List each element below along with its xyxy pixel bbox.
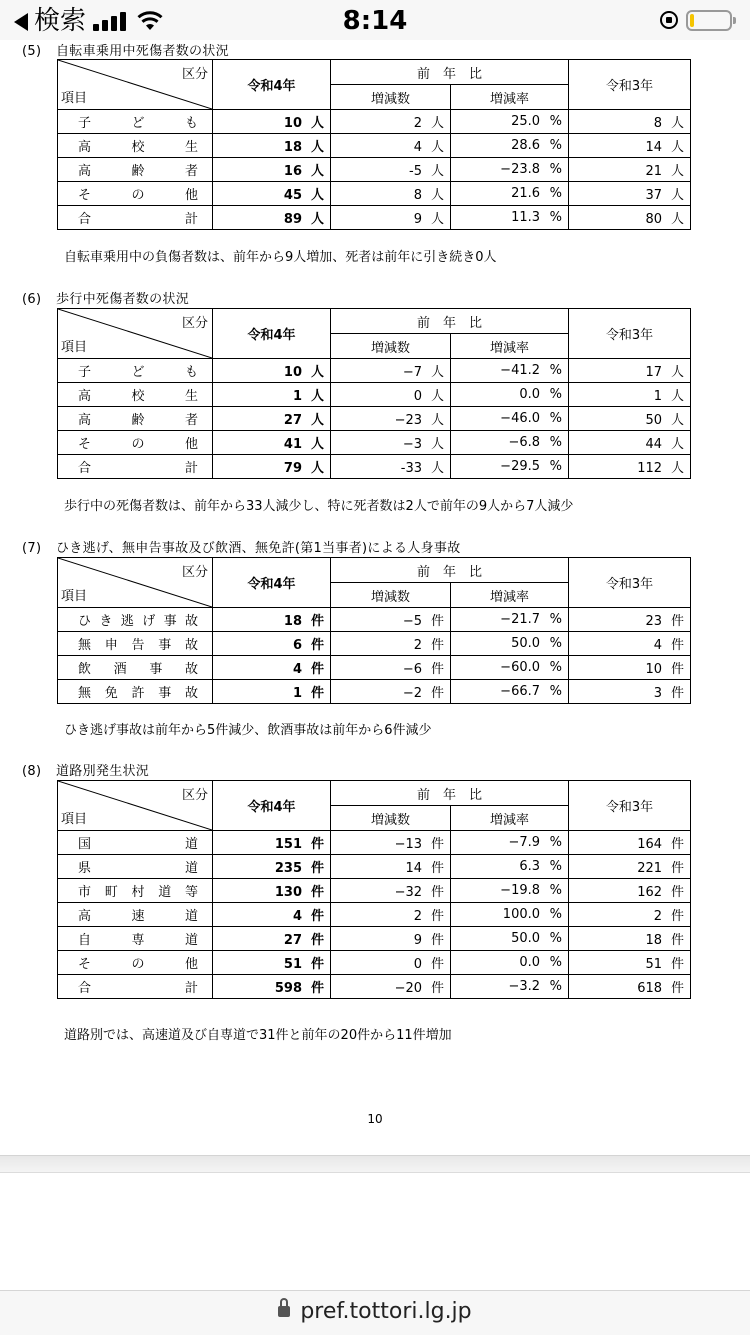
row-item: 高校生 <box>58 134 213 158</box>
section-5-table <box>57 59 691 230</box>
header-rate: 増減率 <box>451 583 569 608</box>
row-r3: 1 人 <box>569 383 691 407</box>
row-diff: −13 件 <box>331 831 451 855</box>
lock-icon <box>278 1306 290 1317</box>
header-r3: 令和3年 <box>569 558 691 608</box>
row-rate: 0.0 % <box>451 383 569 407</box>
row-r3: 18 件 <box>569 927 691 951</box>
row-r4: 10 人 <box>213 359 331 383</box>
row-item: 合計 <box>58 455 213 479</box>
table-row <box>58 134 691 158</box>
table-row <box>58 407 691 431</box>
header-rate: 増減率 <box>451 806 569 831</box>
row-item: 市町村道等 <box>58 879 213 903</box>
row-rate: 50.0 % <box>451 927 569 951</box>
table-row <box>58 903 691 927</box>
row-r3: 164 件 <box>569 831 691 855</box>
table-row <box>58 359 691 383</box>
header-diff: 増減数 <box>331 85 451 110</box>
row-r3: 14 人 <box>569 134 691 158</box>
row-diff: −5 件 <box>331 608 451 632</box>
table-row <box>58 206 691 230</box>
row-diff: 14 件 <box>331 855 451 879</box>
header-r4: 令和4年 <box>213 781 331 831</box>
row-r3: 112 人 <box>569 455 691 479</box>
table-row <box>58 855 691 879</box>
section-8-title: (8) 道路別発生状況 <box>22 764 150 779</box>
row-rate: −3.2 % <box>451 975 569 999</box>
table-row <box>58 831 691 855</box>
table-row <box>58 110 691 134</box>
url-display[interactable] <box>0 1299 750 1324</box>
row-r3: 17 人 <box>569 359 691 383</box>
row-r4: 130 件 <box>213 879 331 903</box>
status-bar <box>0 0 750 40</box>
row-item: 国道 <box>58 831 213 855</box>
table-row <box>58 927 691 951</box>
row-rate: 6.3 % <box>451 855 569 879</box>
row-r3: 4 件 <box>569 632 691 656</box>
table-row <box>58 879 691 903</box>
header-diff: 増減数 <box>331 334 451 359</box>
row-r3: 8 人 <box>569 110 691 134</box>
row-r4: 79 人 <box>213 455 331 479</box>
row-item: その他 <box>58 431 213 455</box>
table-row <box>58 680 691 704</box>
row-diff: 2 件 <box>331 632 451 656</box>
row-r3: 618 件 <box>569 975 691 999</box>
battery-icon <box>686 10 732 31</box>
row-rate: 100.0 % <box>451 903 569 927</box>
row-item: 高齢者 <box>58 158 213 182</box>
row-diff: -5 人 <box>331 158 451 182</box>
row-r3: 50 人 <box>569 407 691 431</box>
row-r3: 21 人 <box>569 158 691 182</box>
table-row <box>58 383 691 407</box>
row-diff: 2 人 <box>331 110 451 134</box>
row-diff: −2 件 <box>331 680 451 704</box>
row-rate: 21.6 % <box>451 182 569 206</box>
table-row <box>58 632 691 656</box>
table-row <box>58 431 691 455</box>
row-item: 子ども <box>58 110 213 134</box>
row-r4: 89 人 <box>213 206 331 230</box>
row-item: 子ども <box>58 359 213 383</box>
header-r3: 令和3年 <box>569 781 691 831</box>
table-row <box>58 158 691 182</box>
page-divider <box>0 1155 750 1173</box>
row-r3: 51 件 <box>569 951 691 975</box>
row-item: 高校生 <box>58 383 213 407</box>
row-rate: 25.0 % <box>451 110 569 134</box>
row-rate: −60.0 % <box>451 656 569 680</box>
row-item: 無免許事故 <box>58 680 213 704</box>
header-diagonal-cell: 区分 項目 <box>58 309 213 359</box>
row-item: 飲酒事故 <box>58 656 213 680</box>
url-domain: pref.tottori.lg.jp <box>300 1299 472 1324</box>
header-zennenhi: 前 年 比 <box>331 60 569 85</box>
row-rate: −29.5 % <box>451 455 569 479</box>
row-rate: 28.6 % <box>451 134 569 158</box>
row-r4: 51 件 <box>213 951 331 975</box>
row-item: その他 <box>58 951 213 975</box>
table-row <box>58 182 691 206</box>
header-diff: 増減数 <box>331 806 451 831</box>
row-diff: 9 件 <box>331 927 451 951</box>
row-r4: 18 件 <box>213 608 331 632</box>
row-diff: 4 人 <box>331 134 451 158</box>
header-diagonal-cell: 区分 項目 <box>58 781 213 831</box>
table-row <box>58 951 691 975</box>
row-r4: 27 件 <box>213 927 331 951</box>
table-row <box>58 608 691 632</box>
orientation-lock-icon <box>660 11 678 29</box>
header-zennenhi: 前 年 比 <box>331 781 569 806</box>
section-7-title: (7) ひき逃げ、無申告事故及び飲酒、無免許(第1当事者)による人身事故 <box>22 541 461 556</box>
header-diagonal-cell: 区分 項目 <box>58 558 213 608</box>
row-r4: 16 人 <box>213 158 331 182</box>
row-diff: 8 人 <box>331 182 451 206</box>
row-r4: 4 件 <box>213 903 331 927</box>
section-7-table <box>57 557 691 704</box>
row-diff: −20 件 <box>331 975 451 999</box>
section-7-note: ひき逃げ事故は前年から5件減少、飲酒事故は前年から6件減少 <box>64 723 432 738</box>
row-r3: 3 件 <box>569 680 691 704</box>
section-5-note: 自転車乗用中の負傷者数は、前年から9人増加、死者は前年に引き続き0人 <box>64 250 497 265</box>
header-diff: 増減数 <box>331 583 451 608</box>
header-r3: 令和3年 <box>569 309 691 359</box>
row-r4: 18 人 <box>213 134 331 158</box>
row-diff: −23 人 <box>331 407 451 431</box>
row-diff: -33 人 <box>331 455 451 479</box>
clock: 8:14 <box>342 6 408 36</box>
row-r3: 37 人 <box>569 182 691 206</box>
row-item: 高速道 <box>58 903 213 927</box>
row-item: 県道 <box>58 855 213 879</box>
row-r4: 235 件 <box>213 855 331 879</box>
row-r3: 2 件 <box>569 903 691 927</box>
row-r4: 41 人 <box>213 431 331 455</box>
header-r4: 令和4年 <box>213 60 331 110</box>
row-item: 高齢者 <box>58 407 213 431</box>
section-6-title: (6) 歩行中死傷者数の状況 <box>22 292 190 307</box>
row-r4: 1 件 <box>213 680 331 704</box>
header-zennenhi: 前 年 比 <box>331 558 569 583</box>
header-rate: 増減率 <box>451 85 569 110</box>
header-r4: 令和4年 <box>213 309 331 359</box>
row-diff: 9 人 <box>331 206 451 230</box>
row-rate: −23.8 % <box>451 158 569 182</box>
header-r4: 令和4年 <box>213 558 331 608</box>
section-6-note: 歩行中の死傷者数は、前年から33人減少し、特に死者数は2人で前年の9人から7人減少 <box>64 499 574 514</box>
row-r4: 1 人 <box>213 383 331 407</box>
row-r3: 44 人 <box>569 431 691 455</box>
row-rate: 0.0 % <box>451 951 569 975</box>
row-item: 自専道 <box>58 927 213 951</box>
row-rate: −41.2 % <box>451 359 569 383</box>
row-item: 無申告事故 <box>58 632 213 656</box>
row-r4: 27 人 <box>213 407 331 431</box>
row-diff: −7 人 <box>331 359 451 383</box>
section-8-table <box>57 780 691 999</box>
row-r3: 80 人 <box>569 206 691 230</box>
row-r3: 10 件 <box>569 656 691 680</box>
section-6-table <box>57 308 691 479</box>
row-r4: 10 人 <box>213 110 331 134</box>
row-rate: −19.8 % <box>451 879 569 903</box>
row-item: ひき逃げ事故 <box>58 608 213 632</box>
row-item: 合計 <box>58 206 213 230</box>
section-5-title: (5) 自転車乗用中死傷者数の状況 <box>22 44 229 59</box>
row-r3: 221 件 <box>569 855 691 879</box>
safari-address-bar[interactable] <box>0 1290 750 1335</box>
section-8-note: 道路別では、高速道及び自専道で31件と前年の20件から11件増加 <box>64 1028 452 1043</box>
header-diagonal-cell: 区分 項目 <box>58 60 213 110</box>
row-diff: 0 件 <box>331 951 451 975</box>
row-rate: −66.7 % <box>451 680 569 704</box>
row-r4: 45 人 <box>213 182 331 206</box>
page-number: 10 <box>367 1112 383 1126</box>
row-item: 合計 <box>58 975 213 999</box>
row-rate: −6.8 % <box>451 431 569 455</box>
row-r4: 4 件 <box>213 656 331 680</box>
row-rate: −46.0 % <box>451 407 569 431</box>
row-diff: −3 人 <box>331 431 451 455</box>
header-zennenhi: 前 年 比 <box>331 309 569 334</box>
header-rate: 増減率 <box>451 334 569 359</box>
row-diff: −32 件 <box>331 879 451 903</box>
row-rate: −21.7 % <box>451 608 569 632</box>
row-rate: 11.3 % <box>451 206 569 230</box>
table-row <box>58 975 691 999</box>
row-r4: 6 件 <box>213 632 331 656</box>
row-rate: 50.0 % <box>451 632 569 656</box>
row-item: その他 <box>58 182 213 206</box>
header-r3: 令和3年 <box>569 60 691 110</box>
row-rate: −7.9 % <box>451 831 569 855</box>
table-row <box>58 656 691 680</box>
row-r4: 151 件 <box>213 831 331 855</box>
back-label: 検索 <box>34 6 87 36</box>
row-r3: 23 件 <box>569 608 691 632</box>
row-r4: 598 件 <box>213 975 331 999</box>
row-r3: 162 件 <box>569 879 691 903</box>
table-row <box>58 455 691 479</box>
row-diff: 2 件 <box>331 903 451 927</box>
row-diff: −6 件 <box>331 656 451 680</box>
row-diff: 0 人 <box>331 383 451 407</box>
